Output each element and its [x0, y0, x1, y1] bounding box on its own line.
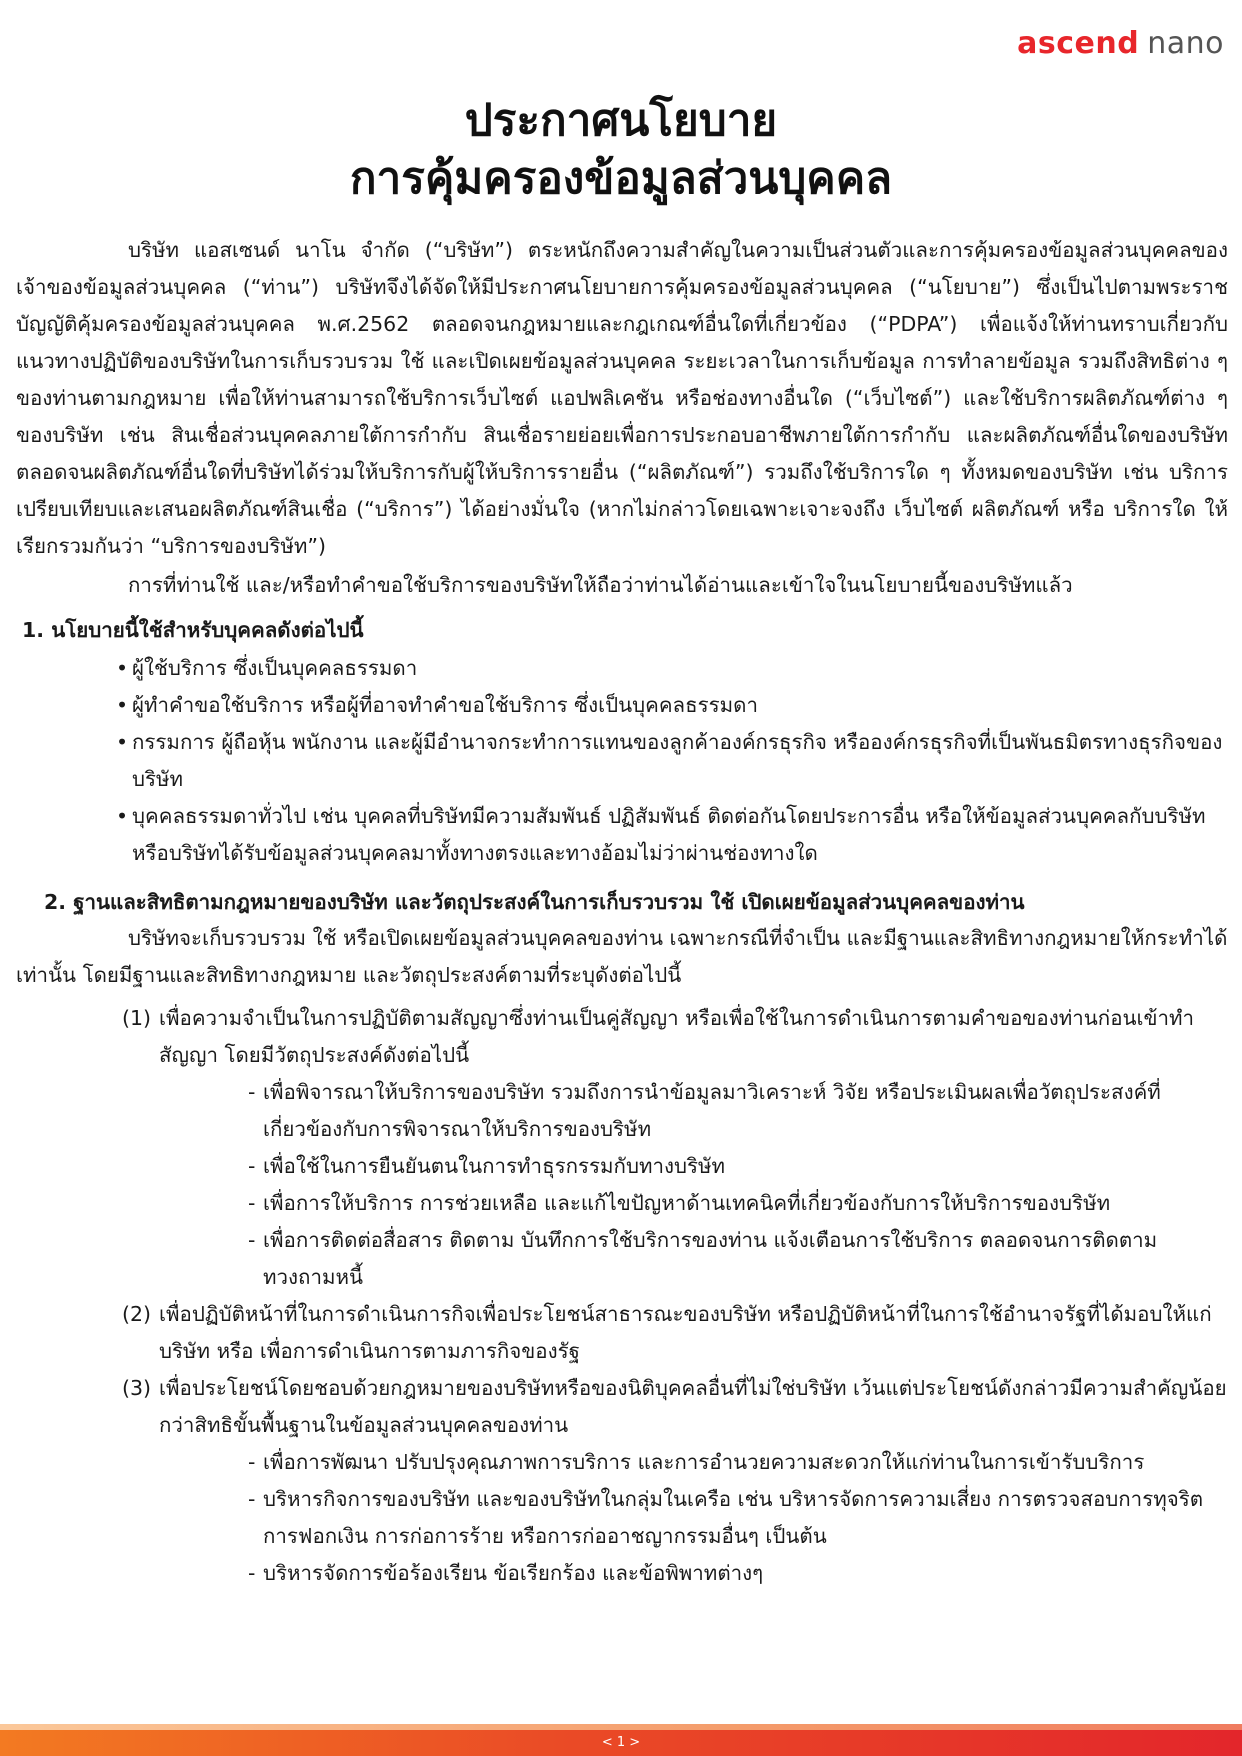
- list-item: • ผู้ทำคำขอใช้บริการ หรือผู้ที่อาจทำคำขอใช้บริการ ซึ่งเป็นบุคคลธรรมดา: [128, 687, 1228, 724]
- sub-item: - บริหารกิจการของบริษัท และของบริษัทในกลุ่มในเครือ เช่น บริหารจัดการความเสี่ยง การตรวจสอบการทุจริต การฟอกเงิน การก่อการร้าย หรือการก่ออาชญากรรมอื่นๆ เป็นต้น: [263, 1481, 1228, 1555]
- item-text: เพื่อปฏิบัติหน้าที่ในการดำเนินการกิจเพื่อประโยชน์สาธารณะของบริษัท หรือปฏิบัติหน้าที่ในการใช้อำนาจรัฐที่ได้มอบให้แก่บริษัท หรือ เพื่อการดำเนินการตามภารกิจของรัฐ: [159, 1302, 1212, 1363]
- dash-icon: -: [248, 1154, 256, 1178]
- section-1-list: [16, 650, 1228, 872]
- section-2-list: [16, 1000, 1228, 1592]
- page-number: < 1 >: [601, 1735, 641, 1750]
- dash-icon: -: [248, 1191, 256, 1215]
- dash-icon: -: [248, 1228, 256, 1252]
- title-line-1: ประกาศนโยบาย: [464, 95, 778, 146]
- numbered-item-3: [122, 1370, 1228, 1592]
- dash-icon: -: [248, 1561, 256, 1585]
- item-number: (2): [122, 1302, 152, 1326]
- sub-item: - เพื่อการพัฒนา ปรับปรุงคุณภาพการบริการ และการอำนวยความสะดวกให้แก่ท่านในการเข้ารับบริการ: [263, 1444, 1228, 1481]
- item-text: เพื่อประโยชน์โดยชอบด้วยกฎหมายของบริษัทหรือของนิติบุคคลอื่นที่ไม่ใช่บริษัท เว้นแต่ประโยชน์ดังกล่าวมีความสำคัญน้อยกว่าสิทธิขั้นพื้นฐานในข้อมูลส่วนบุคคลของท่าน: [159, 1376, 1227, 1437]
- list-item: • ผู้ใช้บริการ ซึ่งเป็นบุคคลธรรมดา: [128, 650, 1228, 687]
- dash-icon: -: [248, 1487, 256, 1511]
- numbered-item-2: [122, 1296, 1228, 1370]
- page-title: [0, 92, 1242, 208]
- bullet-icon: •: [116, 693, 129, 717]
- list-item: • กรรมการ ผู้ถือหุ้น พนักงาน และผู้มีอำนาจกระทำการแทนของลูกค้าองค์กรธุรกิจ หรือองค์กรธุรกิจที่เป็นพันธมิตรทางธุรกิจของบริษัท: [128, 724, 1228, 798]
- dash-icon: -: [248, 1450, 256, 1474]
- item-number: (1): [122, 1006, 152, 1030]
- bullet-icon: •: [116, 730, 129, 754]
- ascend-nano-logo: [1017, 26, 1224, 61]
- bullet-icon: •: [116, 804, 129, 828]
- numbered-item-1: [122, 1000, 1228, 1296]
- title-line-2: การคุ้มครองข้อมูลส่วนบุคคล: [349, 153, 893, 204]
- sub-item: - บริหารจัดการข้อร้องเรียน ข้อเรียกร้อง และข้อพิพาทต่างๆ: [263, 1555, 1228, 1592]
- sub-list: [159, 1074, 1228, 1296]
- item-text: เพื่อความจำเป็นในการปฏิบัติตามสัญญาซึ่งท่านเป็นคู่สัญญา หรือเพื่อใช้ในการดำเนินการตามคำขอของท่านก่อนเข้าทำสัญญา โดยมีวัตถุประสงค์ดังต่อไปนี้: [159, 1006, 1195, 1067]
- sub-item: - เพื่อพิจารณาให้บริการของบริษัท รวมถึงการนำข้อมูลมาวิเคราะห์ วิจัย หรือประเมินผลเพื่อวัตถุประสงค์ที่เกี่ยวข้องกับการพิจารณาให้บริการของบริษัท: [263, 1074, 1228, 1148]
- agreement-paragraph: การที่ท่านใช้ และ/หรือทำคำขอใช้บริการของบริษัทให้ถือว่าท่านได้อ่านและเข้าใจในนโยบายนี้ของบริษัทแล้ว: [128, 573, 1073, 597]
- section-1-heading: 1. นโยบายนี้ใช้สำหรับบุคคลดังต่อไปนี้: [22, 618, 364, 642]
- intro-paragraph: บริษัท แอสเซนด์ นาโน จำกัด (“บริษัท”) ตระหนักถึงความสำคัญในความเป็นส่วนตัวและการคุ้มครองข้อมูลส่วนบุคคลของเจ้าของข้อมูลส่วนบุคคล (“ท่าน”) บริษัทจึงได้จัดให้มีประกาศนโยบายการคุ้มครองข้อมูลส่วนบุคคล (“นโยบาย”) ซึ่งเป็นไปตามพระราชบัญญัติคุ้มครองข้อมูลส่วนบุคคล พ.ศ.2562 ตลอดจนกฎหมายและกฎเกณฑ์อื่นใดที่เกี่ยวข้อง (“PDPA”) เพื่อแจ้งให้ท่านทราบเกี่ยวกับแนวทางปฏิบัติของบริษัทในการเก็บรวบรวม ใช้ และเปิดเผยข้อมูลส่วนบุคคล ระยะเวลาในการเก็บข้อมูล การทำลายข้อมูล รวมถึงสิทธิต่าง ๆ ของท่านตามกฎหมาย เพื่อให้ท่านสามารถใช้บริการเว็บไซต์ แอปพลิเคชัน หรือช่องทางอื่นใด (“เว็บไซต์”) และใช้บริการผลิตภัณฑ์ต่าง ๆ ของบริษัท เช่น สินเชื่อส่วนบุคคลภายใต้การกำกับ สินเชื่อรายย่อยเพื่อการประกอบอาชีพภายใต้การกำกับ และผลิตภัณฑ์อื่นใดของบริษัท ตลอดจนผลิตภัณฑ์อื่นใดที่บริษัทได้ร่วมให้บริการกับผู้ให้บริการรายอื่น (“ผลิตภัณฑ์”) รวมถึงใช้บริการใด ๆ ทั้งหมดของบริษัท เช่น บริการเปรียบเทียบและเสนอผลิตภัณฑ์สินเชื่อ (“บริการ”) ได้อย่างมั่นใจ (หากไม่กล่าวโดยเฉพาะเจาะจงถึง เว็บไซต์ ผลิตภัณฑ์ หรือ บริการใด ให้เรียกรวมกันว่า “บริการของบริษัท”): [16, 238, 1228, 558]
- dash-icon: -: [248, 1080, 256, 1104]
- sub-item: - เพื่อการให้บริการ การช่วยเหลือ และแก้ไขปัญหาด้านเทคนิคที่เกี่ยวข้องกับการให้บริการของบริษัท: [263, 1185, 1228, 1222]
- document-body: [16, 232, 1228, 1592]
- bullet-icon: •: [116, 656, 129, 680]
- section-2-intro: บริษัทจะเก็บรวบรวม ใช้ หรือเปิดเผยข้อมูลส่วนบุคคลของท่าน เฉพาะกรณีที่จำเป็น และมีฐานและสิทธิทางกฎหมายให้กระทำได้เท่านั้น โดยมีฐานและสิทธิทางกฎหมาย และวัตถุประสงค์ตามที่ระบุดังต่อไปนี้: [16, 926, 1228, 987]
- sub-list: [159, 1444, 1228, 1592]
- logo-nano: nano: [1147, 26, 1224, 61]
- sub-item: - เพื่อใช้ในการยืนยันตนในการทำธุรกรรมกับทางบริษัท: [263, 1148, 1228, 1185]
- section-2-heading: 2. ฐานและสิทธิตามกฎหมายของบริษัท และวัตถุประสงค์ในการเก็บรวบรวม ใช้ เปิดเผยข้อมูลส่วนบุคคลของท่าน: [44, 890, 1025, 914]
- sub-item: - เพื่อการติดต่อสื่อสาร ติดตาม บันทึกการใช้บริการของท่าน แจ้งเตือนการใช้บริการ ตลอดจนการติดตามทวงถามหนี้: [263, 1222, 1228, 1296]
- list-item: • บุคคลธรรมดาทั่วไป เช่น บุคคลที่บริษัทมีความสัมพันธ์ ปฏิสัมพันธ์ ติดต่อกันโดยประการอื่น หรือให้ข้อมูลส่วนบุคคลกับบริษัท หรือบริษัทได้รับข้อมูลส่วนบุคคลมาทั้งทางตรงและทางอ้อมไม่ว่าผ่านช่องทางใด: [128, 798, 1228, 872]
- item-number: (3): [122, 1376, 152, 1400]
- logo-ascend: ascend: [1017, 26, 1140, 61]
